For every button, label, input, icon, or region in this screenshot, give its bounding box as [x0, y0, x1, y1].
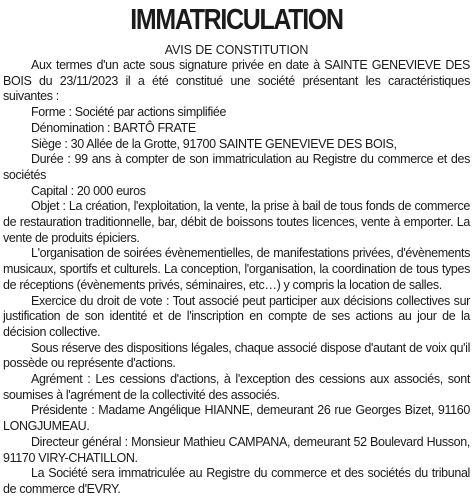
votes-allocation-paragraph: Sous réserve des dispositions légales, chaque associé dispose d'autant de voix qu'il possède ou représente d'actions.: [3, 340, 470, 371]
approval-paragraph: Agrément : Les cessions d'actions, à l'exception des cessions aux associés, sont soumises à l'agrément de la collectivité des associés.: [3, 372, 470, 402]
capital-paragraph: Capital : 20 000 euros: [31, 183, 146, 198]
voting-rights-paragraph: Exercice du droit de vote : Tout associé peut participer aux décisions collectives sur justification de son identité et de l'inscription en compte de ses actions au jour de la décision collective.: [3, 293, 470, 339]
general-director-paragraph: Directeur général : Monsieur Mathieu CAMPANA, demeurant 52 Boulevard Husson, 91170 VIRY-CHATILLON.: [3, 434, 470, 465]
intro-paragraph: Aux termes d'un acte sous signature privée en date à SAINTE GENEVIEVE DES BOIS du 23/11/2023 il a été constitué une société présentant les caractéristiques suivantes :: [3, 58, 470, 104]
president-paragraph: Présidente : Madame Angélique HIANNE, demeurant 26 rue Georges Bizet, 91160 LONGJUMEAU.: [3, 403, 470, 434]
company-name-paragraph: Dénomination : BARTÔ FRATE: [31, 120, 196, 135]
duration-paragraph: Durée : 99 ans à compter de son immatriculation au Registre du commerce et des sociétés: [3, 152, 470, 182]
legal-form-paragraph: Forme : Société par actions simplifiée: [31, 105, 227, 120]
notice-body: [3, 58, 470, 498]
head-office-paragraph: Siège : 30 Allée de la Grotte, 91700 SAINTE GENEVIEVE DES BOIS,: [31, 136, 397, 151]
notice-title: IMMATRICULATION: [130, 4, 343, 36]
registration-paragraph: La Société sera immatriculée au Registre du commerce et des sociétés du tribunal de commerce d'EVRY.: [3, 466, 470, 496]
purpose-events-paragraph: L'organisation de soirées évènementielles, de manifestations privées, d'évènements musicaux, sportifs et culturels. La conception, l'organisation, la coordination de tous types de réceptions (évènements privés, séminaires, etc…) y compris la location de salles.: [3, 246, 470, 292]
notice-subtitle: AVIS DE CONSTITUTION: [164, 43, 309, 57]
purpose-paragraph: Objet : La création, l'exploitation, la vente, la prise à bail de tous fonds de commerce de restauration traditionnelle, bar, débit de boissons toutes licences, vente à emporter. La vente de produits épiciers.: [3, 199, 470, 245]
